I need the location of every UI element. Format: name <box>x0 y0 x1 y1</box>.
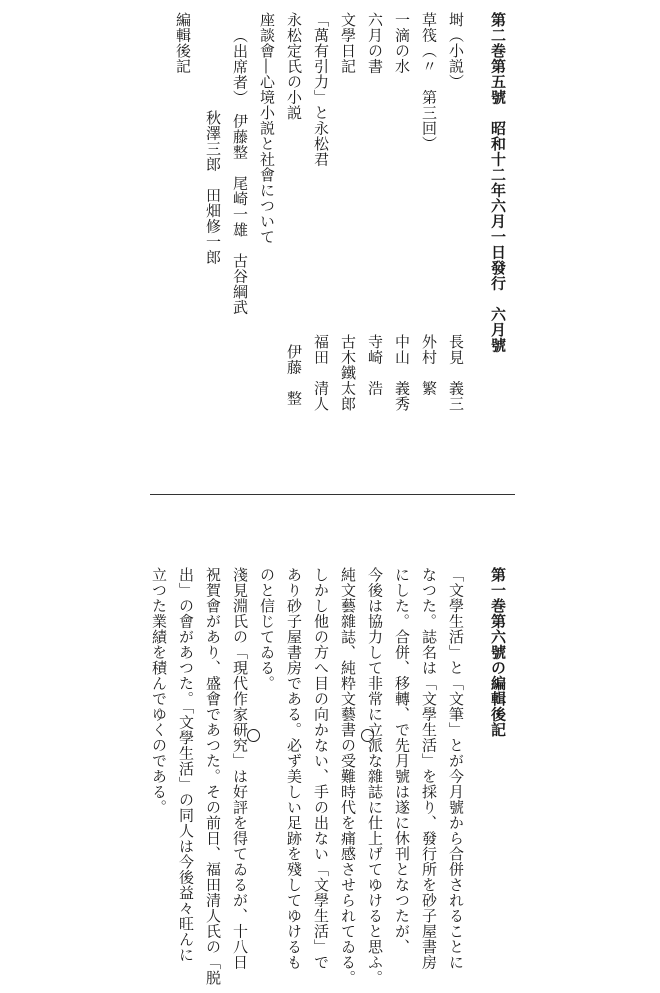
zadankai-participants: （出席者） 伊藤整 尾崎一雄 古谷綱武 <box>231 28 249 315</box>
issue-header: 第二巻第五號 昭和十二年六月一日發行 六月號 <box>489 12 507 353</box>
editorial-line: あり砂子屋書房である。必ず美しい足跡を殘してゆけるも <box>285 567 303 970</box>
toc-author: 長見 義三 <box>447 334 465 412</box>
editorial-line: なつた。誌名は「文學生活」を採り、發行所を砂子屋書房 <box>420 567 438 970</box>
editorial-line: にした。合併、移轉、で先月號は遂に休刊となつたが、 <box>393 567 411 955</box>
toc-title: 一滴の水 <box>393 12 411 74</box>
zadankai-title: 座談會―心境小説と社會について <box>258 12 276 245</box>
toc-author: 寺崎 浩 <box>366 334 384 396</box>
editorial-line: 出」の會があつた。「文學生活」の同人は今後益々旺んに <box>177 567 195 963</box>
toc-author: 伊藤 整 <box>285 344 303 406</box>
editorial-line: のと信じてゐる。 <box>258 567 276 691</box>
toc-title: 「萬有引力」と永松君 <box>312 12 330 167</box>
toc-author: 外村 繁 <box>420 334 438 396</box>
editorial-line: 立つた業績を積んでゆくのである。 <box>150 567 168 815</box>
toc-title: 六月の書 <box>366 12 384 74</box>
toc-title: 草筏（〃 第三回） <box>420 12 438 152</box>
toc-title: 埘（小説） <box>447 12 465 90</box>
editorial-line: 純文藝雜誌、純粋文藝書の受難時代を痛感させられてゐる。 <box>339 567 357 986</box>
editorial-line: 今後は協力して非常に立派な雜誌に仕上げてゆけると思ふ。 <box>366 567 384 986</box>
editorial-line: しかし他の方へ目の向かない、手の出ない「文學生活」で <box>312 567 330 970</box>
toc-author: 古木鐵太郎 <box>339 334 357 412</box>
toc-title: 永松定氏の小説 <box>285 12 303 121</box>
toc-title: 文學日記 <box>339 12 357 74</box>
toc-author: 福田 清人 <box>312 334 330 412</box>
zadankai-participants: 秋澤三郎 田畑修一郎 <box>204 110 222 265</box>
editorial-line: 「文學生活」と「文筆」とが今月號から合併されることに <box>447 567 465 970</box>
editorial-line: 淺見淵氏の「現代作家研究」は好評を得てゐるが、十八日 <box>231 567 249 970</box>
editorial-title: 第一巻第六號の編輯後記 <box>489 567 507 738</box>
section-circle-mark <box>361 729 374 742</box>
afterword-entry: 編輯後記 <box>174 12 192 74</box>
editorial-line: 祝賀會があり、盛會であつた。その前日、福田清人氏の「脱 <box>204 567 222 986</box>
section-divider <box>150 494 515 495</box>
toc-author: 中山 義秀 <box>393 334 411 412</box>
